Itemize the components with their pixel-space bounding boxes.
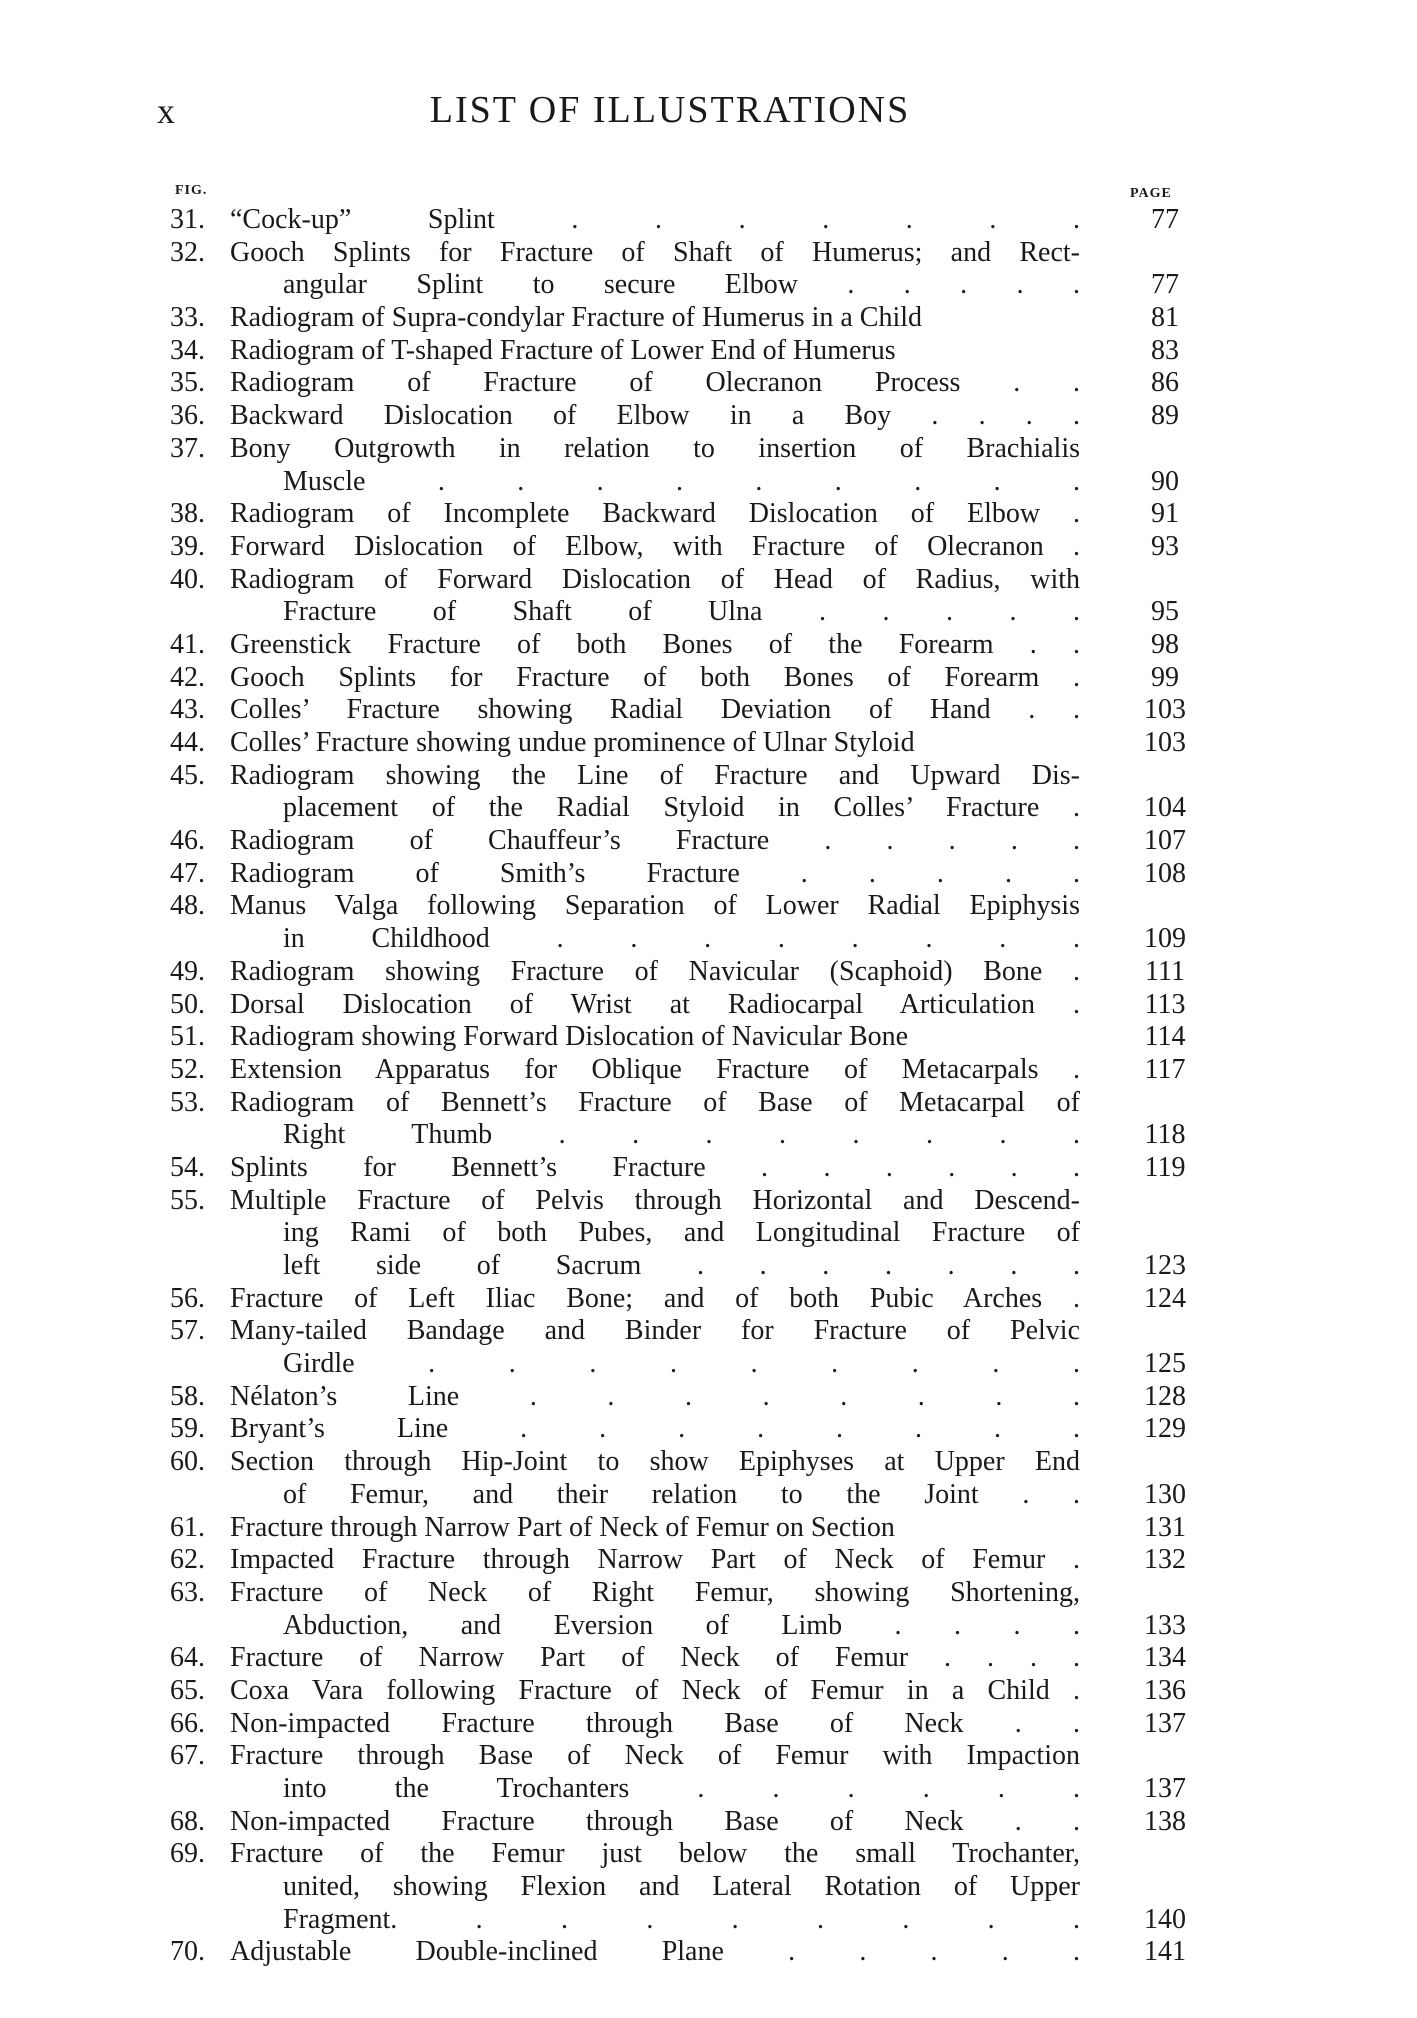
page-reference: 133 <box>1144 1609 1186 1641</box>
page-reference: 114 <box>1144 1021 1186 1053</box>
entry-line <box>0 564 1417 597</box>
page-reference: 138 <box>1144 1805 1186 1837</box>
figure-caption: Fracture through Narrow Part of Neck of Femur on Section <box>230 1511 895 1543</box>
list-item <box>0 1642 1417 1675</box>
entry-line <box>0 269 1417 302</box>
page-reference: 119 <box>1144 1151 1186 1183</box>
list-item <box>0 1283 1417 1316</box>
figure-caption: Radiogram of Supra-condylar Fracture of Humerus in a Child <box>230 302 923 334</box>
figure-caption: Radiogram of Incomplete Backward Dislocation of Elbow . <box>230 498 1080 530</box>
figure-number: 33. <box>170 302 205 334</box>
entry-line <box>0 302 1417 335</box>
list-item <box>0 433 1417 498</box>
list-item <box>0 1087 1417 1152</box>
page-reference: 103 <box>1144 727 1186 758</box>
figure-caption: left side of Sacrum . . . . . . . <box>283 1250 1080 1281</box>
figure-caption: Radiogram of Fracture of Olecranon Process . . <box>230 367 1080 399</box>
figure-caption: angular Splint to secure Elbow . . . . . <box>283 269 1080 301</box>
page-reference: 117 <box>1144 1053 1186 1085</box>
page-reference: 137 <box>1144 1707 1186 1739</box>
figure-caption: Many-tailed Bandage and Binder for Fracture of Pelvic <box>230 1315 1080 1347</box>
figure-number: 66. <box>170 1707 205 1739</box>
entry-line <box>0 989 1417 1022</box>
entry-line <box>0 727 1417 760</box>
figure-number: 61. <box>170 1511 205 1543</box>
page-reference: 140 <box>1144 1903 1186 1935</box>
figure-number: 54. <box>170 1151 205 1183</box>
figure-number: 50. <box>170 988 205 1020</box>
figure-number: 44. <box>170 727 205 758</box>
figure-number: 39. <box>170 530 205 562</box>
figure-number: 42. <box>170 661 205 693</box>
entry-line <box>0 1217 1417 1250</box>
figure-number: 35. <box>170 367 205 399</box>
figure-caption: Extension Apparatus for Oblique Fracture of Metacarpals . <box>230 1053 1080 1085</box>
entry-line <box>0 1871 1417 1904</box>
list-item <box>0 662 1417 695</box>
entry-line <box>0 1577 1417 1610</box>
figure-number: 68. <box>170 1805 205 1837</box>
entry-line <box>0 1904 1417 1937</box>
figure-caption: Bony Outgrowth in relation to insertion of Brachialis <box>230 432 1080 464</box>
figure-caption: Coxa Vara following Fracture of Neck of Femur in a Child . <box>230 1674 1080 1706</box>
entry-line <box>0 1152 1417 1185</box>
list-item <box>0 367 1417 400</box>
entry-line <box>0 498 1417 531</box>
figure-number: 59. <box>170 1413 205 1445</box>
entry-line <box>0 1512 1417 1545</box>
figure-caption: Colles’ Fracture showing undue prominence of Ulnar Styloid <box>230 727 915 758</box>
entry-line <box>0 629 1417 662</box>
list-item <box>0 1054 1417 1087</box>
figure-number: 58. <box>170 1380 205 1412</box>
entry-line <box>0 858 1417 891</box>
entry-line <box>0 433 1417 466</box>
figure-number: 38. <box>170 498 205 530</box>
figure-caption: Muscle . . . . . . . . . <box>283 465 1080 497</box>
figure-number: 64. <box>170 1642 205 1674</box>
entry-line <box>0 1838 1417 1871</box>
page-reference: 108 <box>1144 857 1186 889</box>
figure-number: 70. <box>170 1936 205 1968</box>
page-reference: 123 <box>1144 1250 1186 1281</box>
figure-number: 57. <box>170 1315 205 1347</box>
list-item <box>0 531 1417 564</box>
list-item <box>0 1806 1417 1839</box>
entry-line <box>0 825 1417 858</box>
entry-line <box>0 1185 1417 1218</box>
figure-number: 46. <box>170 825 205 857</box>
entry-line <box>0 1446 1417 1479</box>
figure-number: 60. <box>170 1446 205 1478</box>
page-reference: 98 <box>1151 628 1179 660</box>
page-reference: 77 <box>1151 269 1179 301</box>
entry-line <box>0 1708 1417 1741</box>
entry-line <box>0 1773 1417 1806</box>
figure-caption: Greenstick Fracture of both Bones of the Forearm . . <box>230 628 1080 660</box>
entry-line <box>0 1610 1417 1643</box>
list-item <box>0 1675 1417 1708</box>
list-item <box>0 727 1417 760</box>
figure-caption: ing Rami of both Pubes, and Longitudinal Fracture of <box>283 1217 1080 1249</box>
page-reference: 141 <box>1144 1936 1186 1968</box>
entry-line <box>0 1413 1417 1446</box>
list-item <box>0 858 1417 891</box>
entry-line <box>0 204 1417 237</box>
figure-caption: Splints for Bennett’s Fracture . . . . . . <box>230 1151 1080 1183</box>
figure-caption: Girdle . . . . . . . . . <box>283 1348 1080 1380</box>
figure-caption: Fracture of the Femur just below the small Trochanter, <box>230 1838 1080 1870</box>
figure-caption: united, showing Flexion and Lateral Rotation of Upper <box>283 1871 1080 1903</box>
figure-number: 55. <box>170 1184 205 1216</box>
list-item <box>0 1838 1417 1936</box>
figure-number: 45. <box>170 759 205 791</box>
page-reference: 86 <box>1151 367 1179 399</box>
page-reference: 104 <box>1144 792 1186 824</box>
figure-number: 32. <box>170 236 205 268</box>
list-item <box>0 237 1417 302</box>
entry-line <box>0 237 1417 270</box>
page-reference: 90 <box>1151 465 1179 497</box>
list-item <box>0 204 1417 237</box>
entry-line <box>0 1283 1417 1316</box>
page-reference: 132 <box>1144 1544 1186 1576</box>
figure-number: 37. <box>170 432 205 464</box>
figure-number: 67. <box>170 1740 205 1772</box>
list-item <box>0 1315 1417 1380</box>
page-reference: 107 <box>1144 825 1186 857</box>
figure-number: 51. <box>170 1021 205 1053</box>
figure-caption: of Femur, and their relation to the Joint . . <box>283 1478 1080 1510</box>
list-item <box>0 1936 1417 1969</box>
figure-number: 62. <box>170 1544 205 1576</box>
page-reference: 99 <box>1151 661 1179 693</box>
list-item <box>0 1708 1417 1741</box>
figure-caption: Fragment. . . . . . . . . <box>283 1903 1080 1935</box>
figure-caption: Bryant’s Line . . . . . . . . <box>230 1413 1080 1445</box>
page-reference: 93 <box>1151 530 1179 562</box>
page-reference: 83 <box>1151 334 1179 366</box>
figure-caption: Non-impacted Fracture through Base of Neck . . <box>230 1805 1080 1837</box>
figure-caption: Radiogram of Bennett’s Fracture of Base of Metacarpal of <box>230 1086 1080 1118</box>
figure-caption: Section through Hip-Joint to show Epiphyses at Upper End <box>230 1446 1080 1478</box>
page-reference: 95 <box>1151 596 1179 628</box>
figure-caption: Gooch Splints for Fracture of Shaft of Humerus; and Rect- <box>230 236 1080 268</box>
figure-number: 47. <box>170 857 205 889</box>
figure-caption: Fracture of Neck of Right Femur, showing Shortening, <box>230 1576 1080 1608</box>
figure-number: 36. <box>170 400 205 432</box>
entry-line <box>0 1250 1417 1283</box>
page-reference: 91 <box>1151 498 1179 530</box>
page-reference: 128 <box>1144 1380 1186 1412</box>
figure-caption: Right Thumb . . . . . . . . <box>283 1119 1080 1151</box>
entry-line <box>0 466 1417 499</box>
figure-number: 48. <box>170 890 205 922</box>
entry-line <box>0 792 1417 825</box>
entry-line <box>0 1315 1417 1348</box>
figure-caption: Dorsal Dislocation of Wrist at Radiocarpal Articulation . <box>230 988 1080 1020</box>
entry-line <box>0 335 1417 368</box>
entry-line <box>0 1936 1417 1969</box>
figure-caption: Non-impacted Fracture through Base of Neck . . <box>230 1707 1080 1739</box>
entry-line <box>0 1021 1417 1054</box>
page-title: LIST OF ILLUSTRATIONS <box>429 89 911 131</box>
list-item <box>0 890 1417 955</box>
page-number: x <box>157 91 176 131</box>
figure-number: 43. <box>170 694 205 726</box>
figure-number: 53. <box>170 1086 205 1118</box>
figure-caption: Backward Dislocation of Elbow in a Boy . . . . <box>230 400 1080 432</box>
figure-caption: Radiogram of Smith’s Fracture . . . . . <box>230 857 1080 889</box>
list-item <box>0 629 1417 662</box>
list-item <box>0 400 1417 433</box>
list-item <box>0 1512 1417 1545</box>
list-item <box>0 498 1417 531</box>
figure-number: 31. <box>170 204 205 235</box>
figure-caption: Forward Dislocation of Elbow, with Fracture of Olecranon . <box>230 530 1080 562</box>
figure-caption: “Cock-up” Splint . . . . . . . <box>230 204 1080 235</box>
figure-caption: Radiogram showing Fracture of Navicular (Scaphoid) Bone . <box>230 955 1080 987</box>
list-item <box>0 302 1417 335</box>
list-item <box>0 694 1417 727</box>
entry-line <box>0 1675 1417 1708</box>
list-item <box>0 956 1417 989</box>
figure-caption: Radiogram showing Forward Dislocation of Navicular Bone <box>230 1021 909 1053</box>
figure-caption: Radiogram of Forward Dislocation of Head of Radius, with <box>230 563 1080 595</box>
figure-caption: Manus Valga following Separation of Lower Radial Epiphysis <box>230 890 1080 922</box>
page-reference: 103 <box>1144 694 1186 726</box>
figure-caption: Multiple Fracture of Pelvis through Horizontal and Descend- <box>230 1184 1080 1216</box>
figure-number: 34. <box>170 334 205 366</box>
figure-caption: Fracture through Base of Neck of Femur with Impaction <box>230 1740 1080 1772</box>
figure-number: 40. <box>170 563 205 595</box>
list-item <box>0 1152 1417 1185</box>
figure-caption: Radiogram of Chauffeur’s Fracture . . . . . <box>230 825 1080 857</box>
figure-caption: Adjustable Double-inclined Plane . . . . . <box>230 1936 1080 1968</box>
illustrations-list <box>0 204 1417 1969</box>
entry-line <box>0 1087 1417 1120</box>
page-column-label: PAGE <box>1130 186 1172 201</box>
figure-caption: into the Trochanters . . . . . . <box>283 1773 1080 1804</box>
figure-caption: placement of the Radial Styloid in Colles’ Fracture . <box>283 792 1080 824</box>
entry-line <box>0 1479 1417 1512</box>
figure-caption: Radiogram showing the Line of Fracture and Upward Dis- <box>230 759 1080 791</box>
entry-line <box>0 1740 1417 1773</box>
list-item <box>0 989 1417 1022</box>
fig-column-label: FIG. <box>175 183 208 198</box>
page-reference: 77 <box>1151 204 1179 235</box>
page-reference: 125 <box>1144 1348 1186 1380</box>
entry-line <box>0 1119 1417 1152</box>
page-reference: 130 <box>1144 1478 1186 1510</box>
page-reference: 81 <box>1151 302 1179 334</box>
figure-caption: Fracture of Left Iliac Bone; and of both Pubic Arches . <box>230 1282 1080 1314</box>
page-reference: 129 <box>1144 1413 1186 1445</box>
figure-number: 65. <box>170 1674 205 1706</box>
figure-caption: Impacted Fracture through Narrow Part of Neck of Femur . <box>230 1544 1080 1576</box>
entry-line <box>0 1348 1417 1381</box>
figure-caption: Fracture of Narrow Part of Neck of Femur . . . . <box>230 1642 1080 1674</box>
figure-number: 63. <box>170 1576 205 1608</box>
figure-caption: Gooch Splints for Fracture of both Bones of Forearm . <box>230 661 1080 693</box>
list-item <box>0 1185 1417 1283</box>
figure-number: 52. <box>170 1053 205 1085</box>
list-item <box>0 564 1417 629</box>
page-reference: 109 <box>1144 923 1186 955</box>
list-item <box>0 335 1417 368</box>
entry-line <box>0 694 1417 727</box>
list-item <box>0 1446 1417 1511</box>
page-reference: 124 <box>1144 1282 1186 1314</box>
page-reference: 137 <box>1144 1773 1186 1804</box>
figure-number: 56. <box>170 1282 205 1314</box>
entry-line <box>0 1806 1417 1839</box>
entry-line <box>0 890 1417 923</box>
entry-line <box>0 923 1417 956</box>
page-reference: 131 <box>1144 1511 1186 1543</box>
entry-line <box>0 531 1417 564</box>
figure-number: 49. <box>170 955 205 987</box>
figure-caption: in Childhood . . . . . . . . <box>283 923 1080 955</box>
figure-number: 69. <box>170 1838 205 1870</box>
entry-line <box>0 956 1417 989</box>
list-item <box>0 760 1417 825</box>
page-reference: 118 <box>1144 1119 1186 1151</box>
list-item <box>0 1381 1417 1414</box>
page-reference: 89 <box>1151 400 1179 432</box>
list-item <box>0 1544 1417 1577</box>
page-reference: 111 <box>1145 955 1185 987</box>
entry-line <box>0 760 1417 793</box>
page-reference: 136 <box>1144 1674 1186 1706</box>
entry-line <box>0 400 1417 433</box>
page-reference: 134 <box>1144 1642 1186 1674</box>
entry-line <box>0 1544 1417 1577</box>
figure-caption: Colles’ Fracture showing Radial Deviation of Hand . . <box>230 694 1080 726</box>
figure-caption: Radiogram of T-shaped Fracture of Lower End of Humerus <box>230 334 896 366</box>
list-item <box>0 1021 1417 1054</box>
entry-line <box>0 662 1417 695</box>
entry-line <box>0 1054 1417 1087</box>
entry-line <box>0 1381 1417 1414</box>
list-item <box>0 1577 1417 1642</box>
figure-caption: Abduction, and Eversion of Limb . . . . <box>283 1609 1080 1641</box>
list-item <box>0 1413 1417 1446</box>
figure-number: 41. <box>170 628 205 660</box>
entry-line <box>0 1642 1417 1675</box>
figure-caption: Fracture of Shaft of Ulna . . . . . <box>283 596 1080 628</box>
list-item <box>0 825 1417 858</box>
entry-line <box>0 596 1417 629</box>
figure-caption: Nélaton’s Line . . . . . . . . <box>230 1380 1080 1412</box>
page-reference: 113 <box>1144 988 1186 1020</box>
list-item <box>0 1740 1417 1805</box>
entry-line <box>0 367 1417 400</box>
